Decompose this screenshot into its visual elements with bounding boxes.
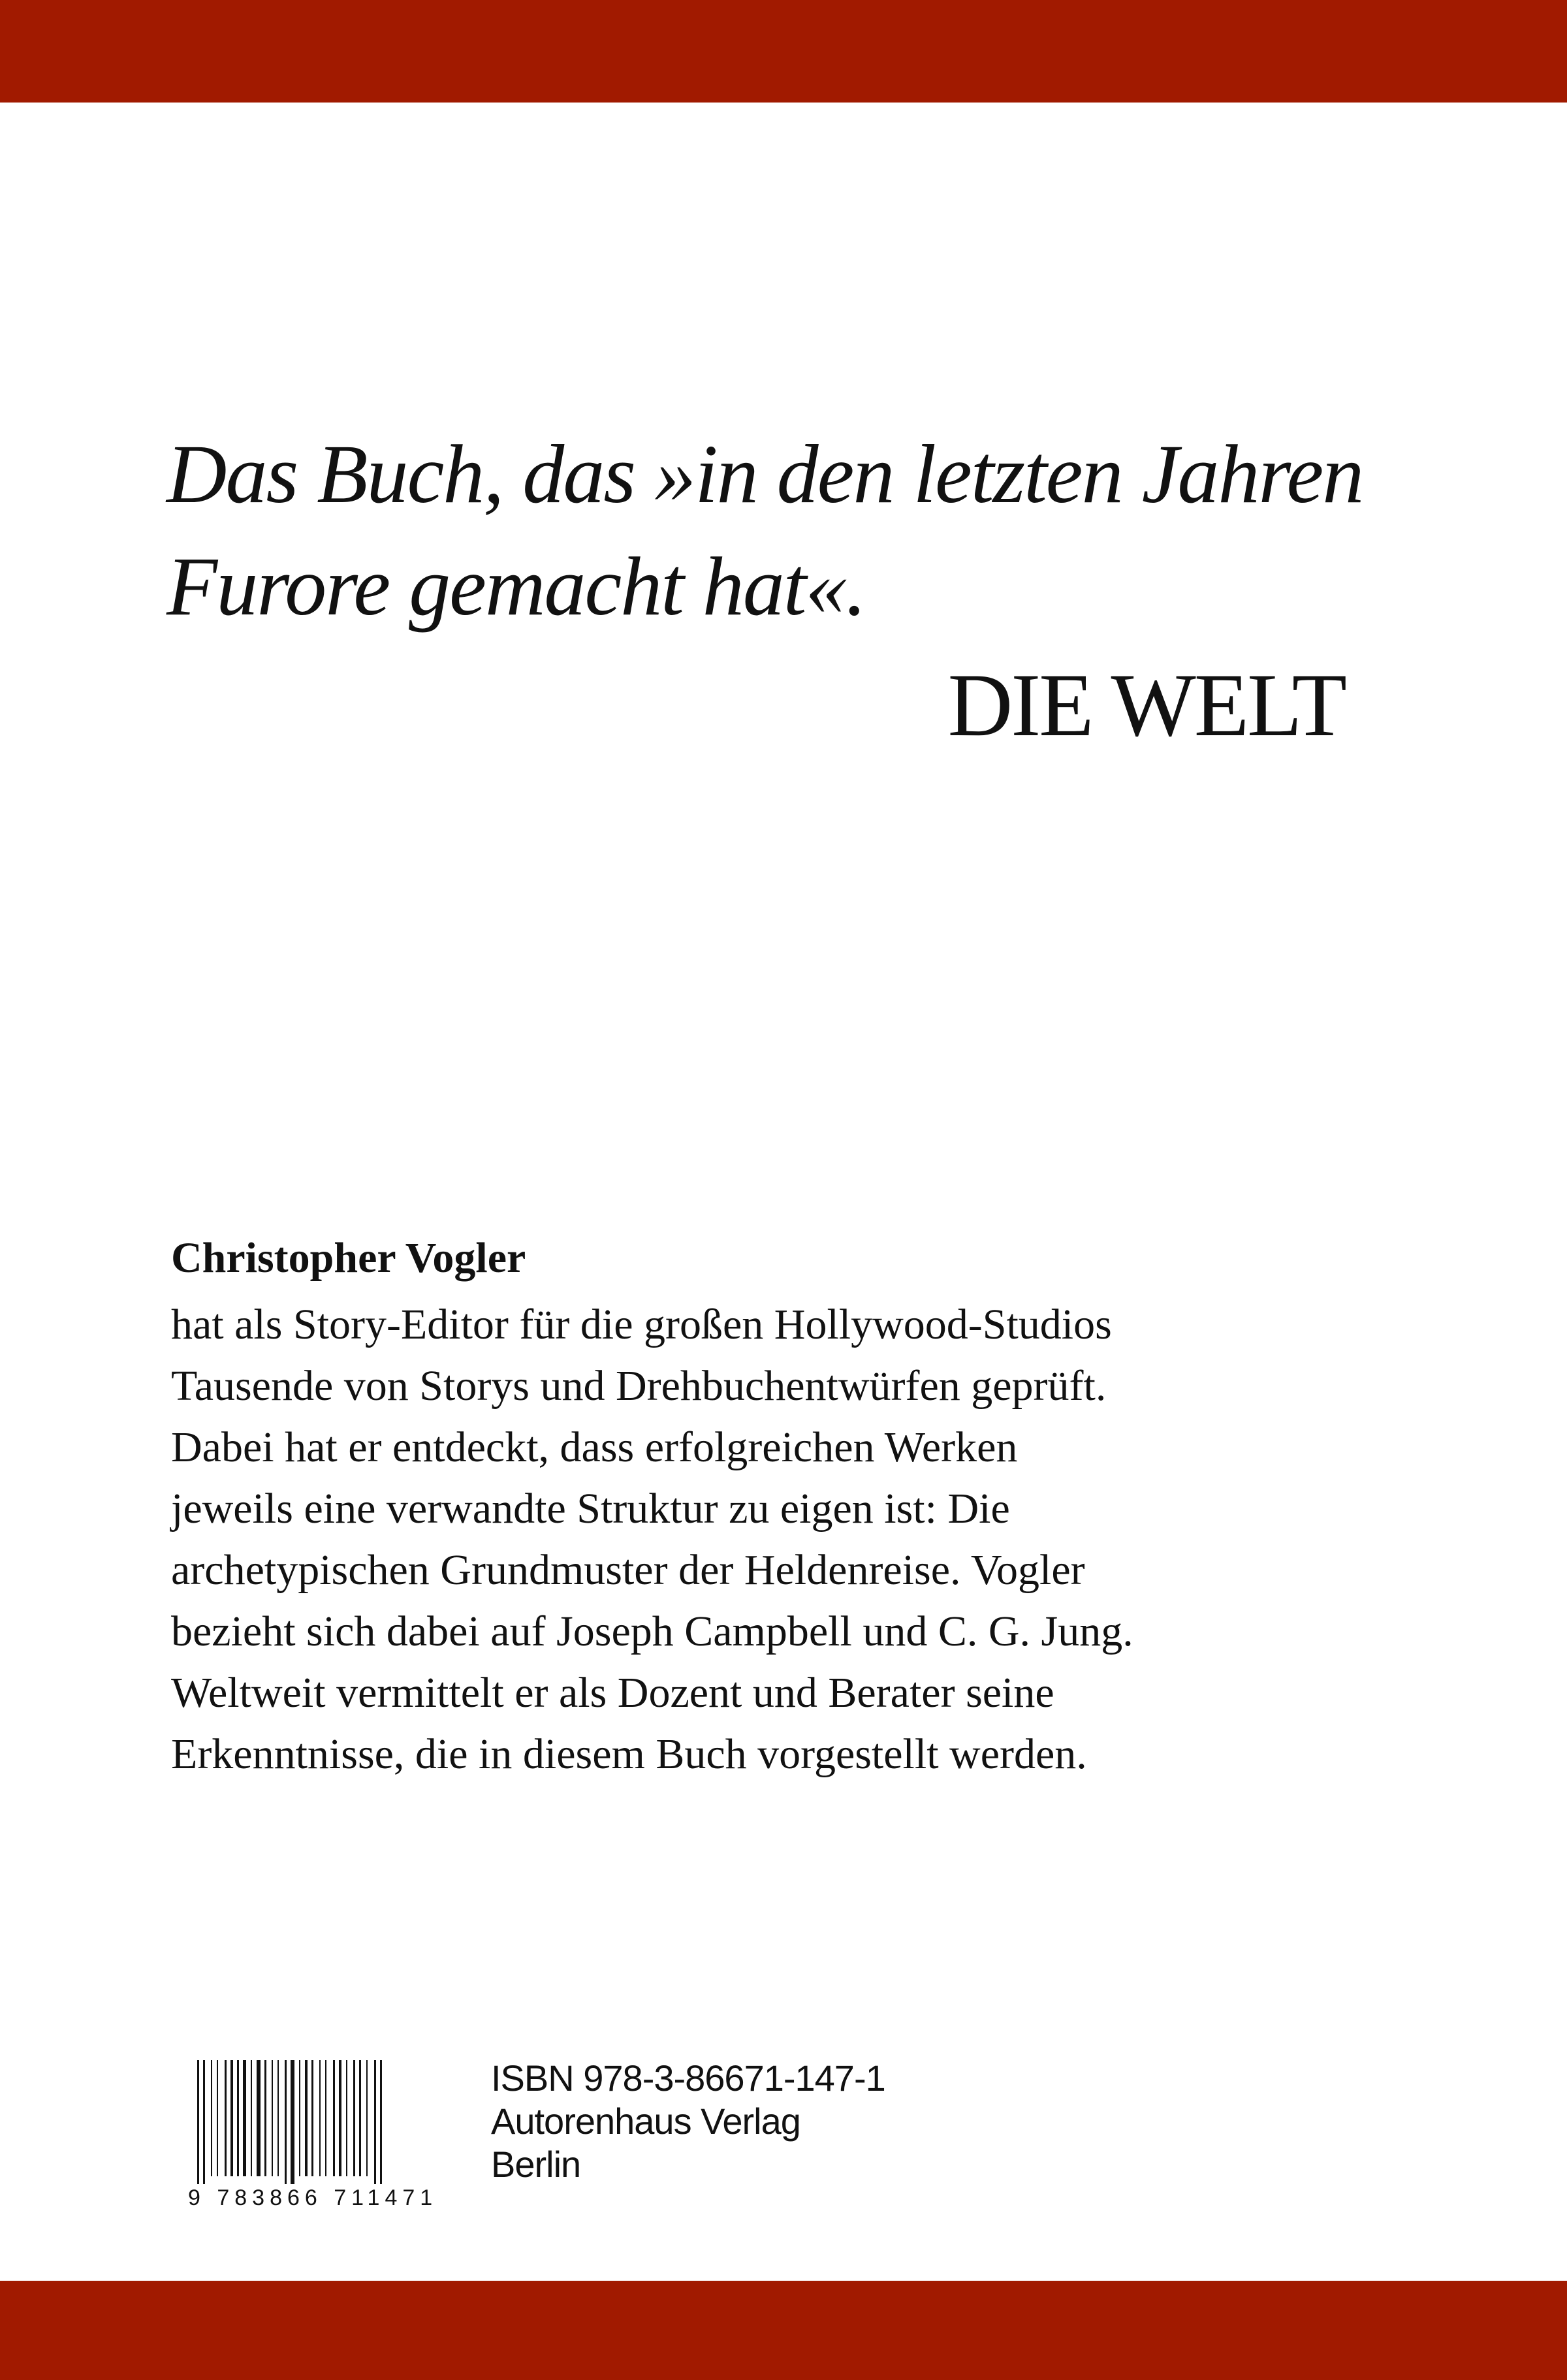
barcode-bars — [188, 2060, 439, 2184]
imprint-block — [491, 2057, 885, 2186]
barcode-bar — [285, 2060, 287, 2184]
barcode-bar — [339, 2060, 341, 2176]
bio-line: hat als Story-Editor für die großen Hollywood-Studios — [171, 1301, 1112, 1348]
top-color-band — [0, 0, 1567, 103]
barcode-bar — [203, 2060, 205, 2184]
barcode-bar — [333, 2060, 335, 2176]
quote-line-1: Das Buch, das »in den letzten Jahren — [166, 428, 1363, 520]
barcode-bar — [237, 2060, 239, 2176]
barcode-bar — [197, 2060, 199, 2184]
barcode-bar — [251, 2060, 252, 2176]
bio-line: archetypischen Grundmuster der Heldenreise. Vogler — [171, 1546, 1085, 1594]
barcode-bar — [346, 2060, 347, 2176]
isbn-number: ISBN 978-3-86671-147-1 — [491, 2057, 885, 2099]
quote-line-2: Furore gemacht hat«. — [166, 540, 866, 633]
barcode-bar — [299, 2060, 300, 2176]
barcode-bar — [264, 2060, 266, 2176]
barcode-bar — [366, 2060, 368, 2176]
barcode-bar — [230, 2060, 233, 2176]
bio-line: Weltweit vermittelt er als Dozent und Berater seine — [171, 1669, 1054, 1717]
barcode-bar — [225, 2060, 227, 2176]
barcode-bar — [319, 2060, 321, 2176]
barcode-bar — [257, 2060, 261, 2176]
bio-line: Erkenntnisse, die in diesem Buch vorgestellt werden. — [171, 1730, 1087, 1778]
author-bio — [171, 1228, 1412, 1785]
barcode-bar — [380, 2060, 382, 2184]
review-quote — [166, 418, 1407, 643]
barcode-bar — [291, 2060, 294, 2184]
barcode-bar — [374, 2060, 376, 2184]
barcode-bar — [211, 2060, 212, 2176]
barcode-bar — [305, 2060, 308, 2176]
bio-line: jeweils eine verwandte Struktur zu eigen ist: Die — [171, 1485, 1010, 1532]
barcode-bar — [353, 2060, 355, 2176]
bio-line: Tausende von Storys und Drehbuchentwürfen geprüft. — [171, 1362, 1107, 1410]
barcode-bar — [359, 2060, 361, 2176]
bio-line: Dabei hat er entdeckt, dass erfolgreichen Werken — [171, 1423, 1018, 1471]
barcode-bar — [311, 2060, 313, 2176]
bio-line: bezieht sich dabei auf Joseph Campbell und C. G. Jung. — [171, 1608, 1133, 1655]
barcode-bar — [277, 2060, 279, 2176]
barcode-bar — [217, 2060, 218, 2176]
bottom-color-band — [0, 2281, 1567, 2380]
barcode-bar — [243, 2060, 246, 2176]
barcode-digits: 9 783866 711471 — [188, 2185, 438, 2210]
publisher-city: Berlin — [491, 2144, 581, 2185]
publisher-name: Autorenhaus Verlag — [491, 2101, 800, 2142]
barcode-bar — [272, 2060, 273, 2176]
barcode-bar — [325, 2060, 326, 2176]
quote-source: DIE WELT — [947, 655, 1345, 755]
author-name: Christopher Vogler — [171, 1234, 526, 1282]
